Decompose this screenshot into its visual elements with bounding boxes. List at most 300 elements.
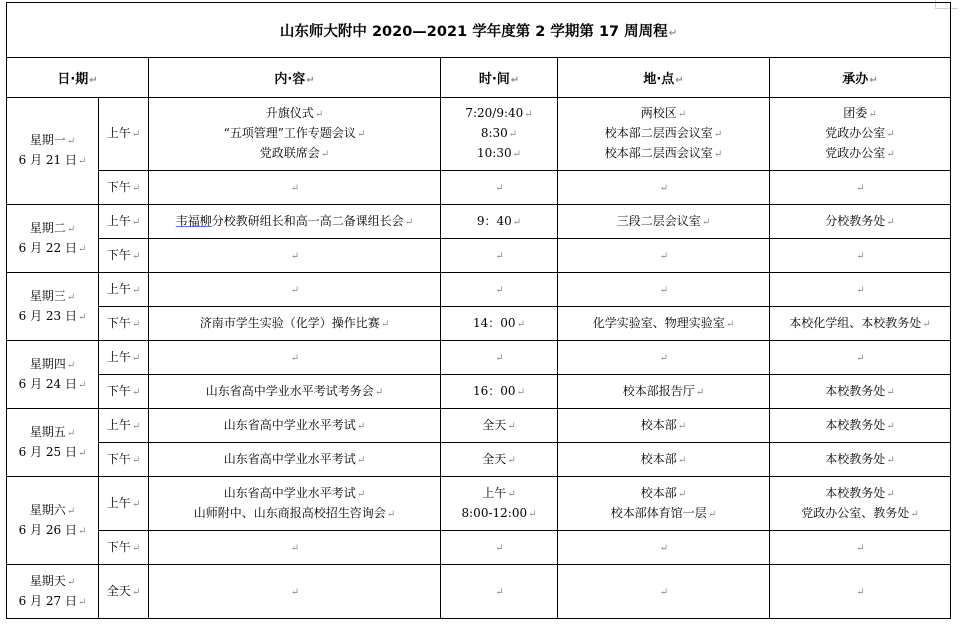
paragraph-mark-icon: ↵ bbox=[886, 149, 895, 160]
paragraph-mark-icon: ↵ bbox=[380, 318, 390, 330]
time-cell bbox=[441, 273, 558, 307]
content-text: 山东省高中学业水平考试 bbox=[223, 417, 356, 432]
paragraph-mark-icon: ↵ bbox=[66, 291, 76, 303]
paragraph-mark-icon: ↵ bbox=[856, 250, 865, 262]
place-cell bbox=[558, 409, 770, 443]
paragraph-mark-icon: ↵ bbox=[868, 109, 877, 120]
paragraph-mark-icon: ↵ bbox=[659, 542, 669, 554]
place-line bbox=[558, 314, 769, 334]
paragraph-mark-icon: ↵ bbox=[77, 311, 87, 323]
paragraph-mark-icon: ↵ bbox=[910, 508, 919, 520]
host-cell bbox=[770, 341, 951, 375]
place-line bbox=[558, 582, 769, 602]
day-text: 6 月 27 日 bbox=[18, 593, 77, 608]
paragraph-mark-icon: ↵ bbox=[66, 576, 76, 588]
host-line bbox=[770, 104, 950, 124]
day-line bbox=[7, 131, 98, 151]
day-text: 6 月 25 日 bbox=[18, 444, 77, 459]
content-text: 山东省高中学业水平考试考务会 bbox=[205, 383, 374, 398]
period-text: 下午 bbox=[106, 539, 131, 554]
host-line bbox=[770, 124, 950, 144]
host-cell bbox=[770, 565, 951, 619]
period-text: 下午 bbox=[106, 451, 131, 466]
day-text: 星期二 bbox=[29, 220, 66, 235]
host-text: 本校教务处 bbox=[825, 485, 886, 500]
paragraph-mark-icon: ↵ bbox=[677, 420, 687, 432]
place-cell bbox=[558, 171, 770, 205]
table-row bbox=[7, 171, 951, 205]
period-cell bbox=[99, 171, 149, 205]
host-text: 党政办公室、教务处 bbox=[801, 505, 910, 520]
place-text: 化学实验室、物理实验室 bbox=[592, 315, 725, 330]
place-line bbox=[558, 124, 769, 144]
place-line bbox=[558, 484, 769, 504]
time-cell bbox=[441, 171, 558, 205]
content-line bbox=[149, 124, 440, 144]
period-cell bbox=[99, 273, 149, 307]
table-row bbox=[7, 375, 951, 409]
time-text: 8:30 bbox=[480, 126, 508, 140]
paragraph-mark-icon: ↵ bbox=[524, 109, 533, 120]
paragraph-mark-icon: ↵ bbox=[516, 386, 525, 398]
day-cell bbox=[7, 341, 99, 409]
day-line bbox=[7, 239, 98, 259]
content-text: “五项管理”工作专题会议 bbox=[223, 126, 356, 140]
day-cell bbox=[7, 205, 99, 273]
host-line bbox=[770, 280, 950, 300]
day-line bbox=[7, 521, 98, 541]
paragraph-mark-icon: ↵ bbox=[856, 284, 865, 296]
paragraph-mark-icon: ↵ bbox=[507, 488, 516, 500]
content-text: 山师附中、山东商报高校招生咨询会 bbox=[193, 505, 386, 520]
paragraph-mark-icon: ↵ bbox=[675, 75, 684, 86]
host-line bbox=[770, 504, 950, 524]
paragraph-mark-icon: ↵ bbox=[356, 454, 366, 466]
content-text: 党政联席会 bbox=[259, 146, 320, 160]
time-line bbox=[441, 212, 557, 232]
period-text: 全天 bbox=[106, 583, 131, 598]
host-line bbox=[770, 382, 950, 402]
header-place-text: 地·点 bbox=[643, 72, 675, 87]
host-line bbox=[770, 178, 950, 198]
place-line bbox=[558, 538, 769, 558]
host-cell bbox=[770, 273, 951, 307]
host-text: 党政办公室 bbox=[825, 146, 886, 160]
content-cell bbox=[149, 171, 441, 205]
paragraph-mark-icon: ↵ bbox=[356, 420, 366, 432]
time-text: 14：00 bbox=[473, 315, 516, 330]
table-row bbox=[7, 477, 951, 531]
place-cell bbox=[558, 98, 770, 171]
table-row bbox=[7, 531, 951, 565]
header-host bbox=[770, 58, 951, 98]
content-text: 山东省高中学业水平考试 bbox=[223, 451, 356, 466]
content-line bbox=[149, 144, 440, 164]
header-row bbox=[7, 58, 951, 98]
place-text: 三段二层会议室 bbox=[616, 213, 701, 228]
table-row bbox=[7, 443, 951, 477]
period-cell bbox=[99, 239, 149, 273]
table-title-text: 山东师大附中 2020—2021 学年度第 2 学期第 17 周周程 bbox=[279, 23, 668, 40]
paragraph-mark-icon: ↵ bbox=[131, 182, 141, 194]
day-text: 星期一 bbox=[29, 133, 66, 147]
paragraph-mark-icon: ↵ bbox=[886, 488, 895, 500]
content-line bbox=[149, 348, 440, 368]
time-cell bbox=[441, 565, 558, 619]
paragraph-mark-icon: ↵ bbox=[695, 386, 705, 398]
host-text: 分校教务处 bbox=[825, 213, 886, 228]
paragraph-mark-icon: ↵ bbox=[374, 386, 384, 398]
paragraph-mark-icon: ↵ bbox=[677, 454, 687, 466]
table-row bbox=[7, 565, 951, 619]
host-cell bbox=[770, 171, 951, 205]
paragraph-mark-icon: ↵ bbox=[320, 149, 330, 160]
time-cell bbox=[441, 375, 558, 409]
place-line bbox=[558, 504, 769, 524]
content-line bbox=[149, 538, 440, 558]
paragraph-mark-icon: ↵ bbox=[290, 586, 300, 598]
paragraph-mark-icon: ↵ bbox=[512, 216, 522, 228]
day-text: 6 月 23 日 bbox=[18, 308, 77, 323]
content-line bbox=[149, 246, 440, 266]
paragraph-mark-icon: ↵ bbox=[856, 352, 865, 364]
content-cell bbox=[149, 273, 441, 307]
host-line bbox=[770, 144, 950, 164]
place-cell bbox=[558, 273, 770, 307]
place-cell bbox=[558, 565, 770, 619]
day-line bbox=[7, 592, 98, 612]
header-date bbox=[7, 58, 149, 98]
paragraph-mark-icon: ↵ bbox=[659, 182, 669, 194]
day-line bbox=[7, 355, 98, 375]
paragraph-mark-icon: ↵ bbox=[66, 223, 76, 235]
day-line bbox=[7, 375, 98, 395]
time-line bbox=[441, 348, 557, 368]
content-line bbox=[149, 280, 440, 300]
period-text: 上午 bbox=[106, 417, 131, 432]
content-line bbox=[149, 582, 440, 602]
paragraph-mark-icon: ↵ bbox=[77, 596, 87, 608]
paragraph-mark-icon: ↵ bbox=[66, 505, 76, 517]
place-text: 校本部二层西会议室 bbox=[604, 126, 713, 140]
day-text: 星期天 bbox=[29, 573, 66, 588]
day-line bbox=[7, 423, 98, 443]
content-cell bbox=[149, 239, 441, 273]
place-text: 校本部 bbox=[640, 417, 677, 432]
host-text: 本校教务处 bbox=[825, 383, 886, 398]
header-time-text: 时·间 bbox=[478, 72, 510, 87]
period-cell bbox=[99, 307, 149, 341]
paragraph-mark-icon: ↵ bbox=[77, 243, 87, 255]
paragraph-mark-icon: ↵ bbox=[659, 586, 669, 598]
period-text: 上午 bbox=[106, 495, 131, 510]
paragraph-mark-icon: ↵ bbox=[131, 250, 141, 262]
place-line bbox=[558, 104, 769, 124]
time-cell bbox=[441, 239, 558, 273]
table-row bbox=[7, 205, 951, 239]
host-line bbox=[770, 314, 950, 334]
host-cell bbox=[770, 375, 951, 409]
day-cell bbox=[7, 98, 99, 205]
paragraph-mark-icon: ↵ bbox=[659, 250, 669, 262]
host-cell bbox=[770, 443, 951, 477]
header-place bbox=[558, 58, 770, 98]
period-text: 上午 bbox=[106, 349, 131, 364]
day-cell bbox=[7, 565, 99, 619]
place-text: 校本部 bbox=[640, 485, 677, 500]
paragraph-mark-icon: ↵ bbox=[306, 75, 315, 86]
place-line bbox=[558, 348, 769, 368]
time-line bbox=[441, 144, 557, 164]
paragraph-mark-icon: ↵ bbox=[77, 379, 87, 391]
day-line bbox=[7, 307, 98, 327]
paragraph-mark-icon: ↵ bbox=[356, 129, 366, 140]
paragraph-mark-icon: ↵ bbox=[404, 216, 414, 228]
paragraph-mark-icon: ↵ bbox=[290, 542, 300, 554]
time-cell bbox=[441, 409, 558, 443]
content-text: 山东省高中学业水平考试 bbox=[223, 485, 356, 500]
host-line bbox=[770, 538, 950, 558]
place-text: 校本部 bbox=[640, 451, 677, 466]
paragraph-mark-icon: ↵ bbox=[290, 352, 300, 364]
place-line bbox=[558, 382, 769, 402]
day-text: 星期五 bbox=[29, 424, 66, 439]
title-row bbox=[7, 3, 951, 58]
period-text: 下午 bbox=[106, 315, 131, 330]
period-cell bbox=[99, 375, 149, 409]
time-line bbox=[441, 450, 557, 470]
paragraph-mark-icon: ↵ bbox=[886, 216, 895, 228]
table-row bbox=[7, 239, 951, 273]
time-line bbox=[441, 582, 557, 602]
paragraph-mark-icon: ↵ bbox=[659, 352, 669, 364]
host-text: 本校化学组、本校教务处 bbox=[789, 315, 922, 330]
day-cell bbox=[7, 477, 99, 565]
place-text: 校本部二层西会议室 bbox=[604, 146, 713, 160]
content-cell bbox=[149, 477, 441, 531]
period-cell bbox=[99, 477, 149, 531]
paragraph-mark-icon: ↵ bbox=[725, 318, 735, 330]
host-text: 本校教务处 bbox=[825, 451, 886, 466]
paragraph-mark-icon: ↵ bbox=[512, 149, 521, 160]
place-line bbox=[558, 280, 769, 300]
header-time bbox=[441, 58, 558, 98]
content-cell bbox=[149, 375, 441, 409]
period-cell bbox=[99, 341, 149, 375]
paragraph-mark-icon: ↵ bbox=[856, 542, 865, 554]
paragraph-mark-icon: ↵ bbox=[856, 586, 865, 598]
day-line bbox=[7, 219, 98, 239]
day-text: 星期三 bbox=[29, 288, 66, 303]
paragraph-mark-icon: ↵ bbox=[77, 525, 87, 537]
period-text: 上午 bbox=[106, 126, 131, 140]
paragraph-mark-icon: ↵ bbox=[886, 420, 895, 432]
time-line bbox=[441, 538, 557, 558]
day-line bbox=[7, 572, 98, 592]
day-text: 星期六 bbox=[29, 502, 66, 517]
host-line bbox=[770, 246, 950, 266]
host-line bbox=[770, 348, 950, 368]
paragraph-mark-icon: ↵ bbox=[886, 454, 895, 466]
content-line bbox=[149, 104, 440, 124]
time-cell bbox=[441, 98, 558, 171]
day-text: 6 月 22 日 bbox=[18, 240, 77, 255]
place-cell bbox=[558, 239, 770, 273]
time-line bbox=[441, 104, 557, 124]
header-content-text: 内·容 bbox=[274, 72, 306, 87]
paragraph-mark-icon: ↵ bbox=[495, 586, 504, 598]
paragraph-mark-icon: ↵ bbox=[77, 156, 87, 167]
table-row bbox=[7, 273, 951, 307]
time-text: 全天 bbox=[482, 417, 507, 432]
time-cell bbox=[441, 205, 558, 239]
paragraph-mark-icon: ↵ bbox=[659, 284, 669, 296]
paragraph-mark-icon: ↵ bbox=[290, 250, 300, 262]
header-host-text: 承办 bbox=[842, 72, 869, 87]
content-cell bbox=[149, 409, 441, 443]
time-cell bbox=[441, 307, 558, 341]
period-text: 下午 bbox=[106, 383, 131, 398]
time-text: 上午 bbox=[482, 485, 507, 500]
header-date-text: 日·期 bbox=[57, 72, 89, 87]
paragraph-mark-icon: ↵ bbox=[66, 427, 76, 439]
day-line bbox=[7, 287, 98, 307]
place-line bbox=[558, 246, 769, 266]
paragraph-mark-icon: ↵ bbox=[495, 542, 504, 554]
paragraph-mark-icon: ↵ bbox=[507, 420, 516, 432]
period-cell bbox=[99, 98, 149, 171]
place-line bbox=[558, 178, 769, 198]
paragraph-mark-icon: ↵ bbox=[131, 284, 141, 296]
content-text: 韦福柳分校教研组长和高一高二备课组长会 bbox=[175, 213, 404, 228]
paragraph-mark-icon: ↵ bbox=[131, 542, 141, 554]
place-line bbox=[558, 416, 769, 436]
paragraph-mark-icon: ↵ bbox=[131, 454, 141, 466]
content-cell bbox=[149, 531, 441, 565]
paragraph-mark-icon: ↵ bbox=[869, 75, 878, 86]
paragraph-mark-icon: ↵ bbox=[66, 359, 76, 371]
place-text: 两校区 bbox=[640, 106, 677, 120]
place-cell bbox=[558, 531, 770, 565]
time-line bbox=[441, 246, 557, 266]
period-cell bbox=[99, 205, 149, 239]
time-line bbox=[441, 382, 557, 402]
header-content bbox=[149, 58, 441, 98]
period-text: 上午 bbox=[106, 213, 131, 228]
place-cell bbox=[558, 205, 770, 239]
paragraph-mark-icon: ↵ bbox=[356, 488, 366, 500]
table-row bbox=[7, 98, 951, 171]
day-text: 6 月 26 日 bbox=[18, 522, 77, 537]
host-line bbox=[770, 450, 950, 470]
content-cell bbox=[149, 307, 441, 341]
time-line bbox=[441, 314, 557, 334]
time-text: 7:20/9:40 bbox=[465, 106, 524, 120]
paragraph-mark-icon: ↵ bbox=[131, 318, 141, 330]
paragraph-mark-icon: ↵ bbox=[707, 508, 717, 520]
paragraph-mark-icon: ↵ bbox=[528, 508, 537, 520]
paragraph-mark-icon: ↵ bbox=[677, 488, 687, 500]
table-row bbox=[7, 341, 951, 375]
host-line bbox=[770, 582, 950, 602]
host-cell bbox=[770, 239, 951, 273]
content-cell bbox=[149, 341, 441, 375]
time-cell bbox=[441, 477, 558, 531]
paragraph-mark-icon: ↵ bbox=[886, 129, 895, 140]
content-line bbox=[149, 314, 440, 334]
paragraph-mark-icon: ↵ bbox=[131, 586, 141, 598]
paragraph-mark-icon: ↵ bbox=[290, 284, 300, 296]
host-line bbox=[770, 212, 950, 232]
day-text: 6 月 24 日 bbox=[18, 376, 77, 391]
host-cell bbox=[770, 205, 951, 239]
period-cell bbox=[99, 531, 149, 565]
paragraph-mark-icon: ↵ bbox=[89, 75, 98, 86]
period-cell bbox=[99, 565, 149, 619]
content-line bbox=[149, 450, 440, 470]
paragraph-mark-icon: ↵ bbox=[290, 182, 300, 194]
place-cell bbox=[558, 375, 770, 409]
paragraph-mark-icon: ↵ bbox=[495, 284, 504, 296]
time-text: 全天 bbox=[482, 451, 507, 466]
day-line bbox=[7, 501, 98, 521]
time-line bbox=[441, 124, 557, 144]
weekly-schedule-table bbox=[6, 2, 951, 619]
place-text: 校本部报告厅 bbox=[622, 383, 695, 398]
host-text: 党政办公室 bbox=[825, 126, 886, 140]
content-line bbox=[149, 382, 440, 402]
time-text: 10:30 bbox=[477, 146, 512, 160]
table-title bbox=[7, 3, 951, 58]
day-text: 星期四 bbox=[29, 356, 66, 371]
content-text: 济南市学生实验（化学）操作比赛 bbox=[199, 315, 380, 330]
time-line bbox=[441, 504, 557, 524]
host-cell bbox=[770, 98, 951, 171]
table-row bbox=[7, 409, 951, 443]
paragraph-mark-icon: ↵ bbox=[314, 109, 324, 120]
day-line bbox=[7, 443, 98, 463]
content-line bbox=[149, 504, 440, 524]
paragraph-mark-icon: ↵ bbox=[131, 352, 141, 364]
time-text: 8:00-12:00 bbox=[461, 505, 528, 520]
host-cell bbox=[770, 307, 951, 341]
host-cell bbox=[770, 477, 951, 531]
paragraph-mark-icon: ↵ bbox=[77, 447, 87, 459]
content-line bbox=[149, 178, 440, 198]
place-cell bbox=[558, 307, 770, 341]
time-text: 16：00 bbox=[473, 383, 516, 398]
period-text: 下午 bbox=[106, 179, 131, 194]
day-cell bbox=[7, 409, 99, 477]
time-line bbox=[441, 416, 557, 436]
host-line bbox=[770, 416, 950, 436]
paragraph-mark-icon: ↵ bbox=[131, 498, 141, 510]
time-line bbox=[441, 178, 557, 198]
place-line bbox=[558, 450, 769, 470]
paragraph-mark-icon: ↵ bbox=[922, 318, 931, 330]
paragraph-mark-icon: ↵ bbox=[508, 129, 518, 140]
paragraph-mark-icon: ↵ bbox=[386, 508, 396, 520]
paragraph-mark-icon: ↵ bbox=[495, 250, 504, 262]
paragraph-mark-icon: ↵ bbox=[507, 454, 516, 466]
paragraph-mark-icon: ↵ bbox=[713, 149, 723, 160]
paragraph-mark-icon: ↵ bbox=[131, 386, 141, 398]
day-cell bbox=[7, 273, 99, 341]
content-cell bbox=[149, 565, 441, 619]
host-text: 本校教务处 bbox=[825, 417, 886, 432]
place-text: 校本部体育馆一层 bbox=[610, 505, 707, 520]
host-cell bbox=[770, 531, 951, 565]
